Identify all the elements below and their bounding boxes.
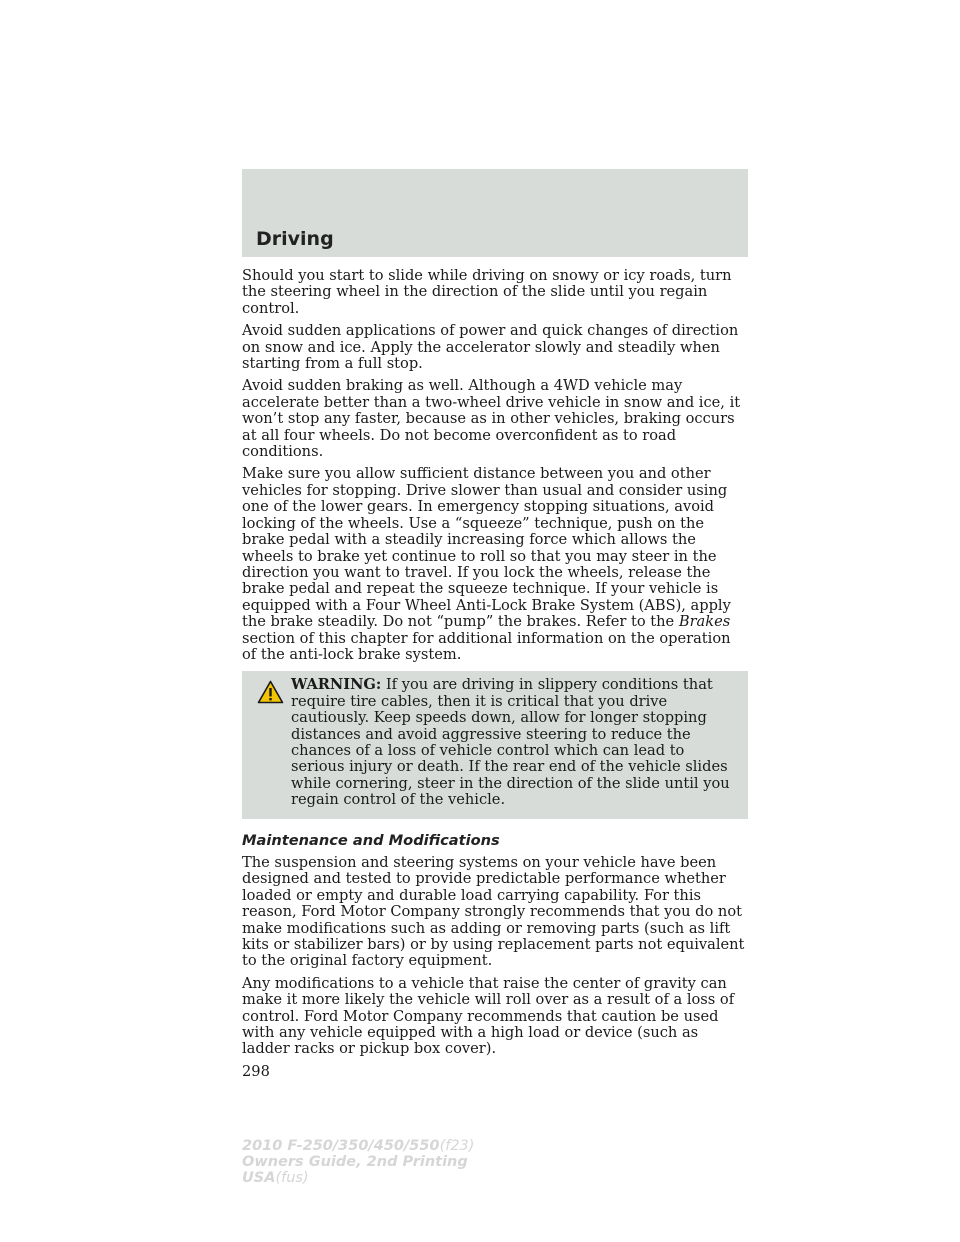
maintenance-heading: Maintenance and Modifications xyxy=(242,831,500,849)
paragraph-stopping-distance xyxy=(242,466,748,663)
page-content xyxy=(242,268,748,1080)
footer-market-line xyxy=(242,1170,474,1186)
paragraph-power: Avoid sudden applications of power and quick changes of direction on snow and ice. Apply the accelerator slowly and steadily when starting from a full stop. xyxy=(242,322,739,373)
paragraph-stopping-text: Make sure you allow sufficient distance between you and other vehicles for stopping. Drive slower than usual and consider using one of the lower gears. In emergency stopping situations, avoid locking of the wheels. Use a “squeeze” technique, push on the brake pedal with a steadily increasing force which allows the wheels to brake yet continue to roll so that you may steer in the direction you want to travel. If you lock the wheels, release the brake pedal and repeat the squeeze technique. If your vehicle is equipped with a Four Wheel Anti-Lock Brake System (ABS), apply the brake steadily. Do not “pump” the brakes. Refer to the xyxy=(242,465,731,631)
paragraph-braking-4wd: Avoid sudden braking as well. Although a 4WD vehicle may accelerate better than a two-wheel drive vehicle in snow and ice, it won’t stop any faster, because as in other vehicles, braking occurs at all four wheels. Do not become overconfident as to road conditions. xyxy=(242,377,741,461)
paragraph-stopping-text-end: section of this chapter for additional information on the operation of the anti-lock brake system. xyxy=(242,629,731,663)
section-title: Driving xyxy=(256,228,334,250)
brakes-section-reference: Brakes xyxy=(678,613,731,631)
paragraph-slide: Should you start to slide while driving on snowy or icy roads, turn the steering wheel in the direction of the slide until you regain control. xyxy=(242,267,732,317)
paragraph-modifications: Any modifications to a vehicle that raise the center of gravity can make it more likely the vehicle will roll over as a result of a loss of control. Ford Motor Company recommends that caution be used with any vehicle equipped with a high load or device (such as ladder racks or pickup box cover). xyxy=(242,974,735,1058)
warning-text: If you are driving in slippery conditions that require tire cables, then it is critical that you drive cautiously. Keep speeds down, allow for longer stopping distances and avoid aggressive steering to reduce the chances of a loss of vehicle control which can lead to serious injury or death. If the rear end of the vehicle slides while cornering, steer in the direction of the slide until you regain control of the vehicle. xyxy=(291,676,730,809)
footer-model-line xyxy=(242,1138,474,1154)
document-footer xyxy=(242,1138,474,1186)
footer-market-code: (fus) xyxy=(275,1170,309,1186)
paragraph-suspension: The suspension and steering systems on your vehicle have been designed and tested to provide predictable performance whether loaded or empty and durable load carrying capability. For this reason, Ford Motor Company strongly recommends that you do not make modifications such as adding or removing parts (such as lift kits or stabilizer bars) or by using replacement parts not equivalent to the original factory equipment. xyxy=(242,854,745,970)
footer-model: 2010 F-250/350/450/550 xyxy=(242,1138,440,1154)
warning-box xyxy=(242,671,748,818)
footer-printing: Owners Guide, 2nd Printing xyxy=(242,1154,468,1170)
warning-label: WARNING: xyxy=(291,676,382,694)
footer-model-code: (f23) xyxy=(439,1138,475,1154)
warning-text-block xyxy=(257,677,740,808)
page-number: 298 xyxy=(242,1062,270,1080)
warning-triangle-icon xyxy=(257,680,284,704)
footer-market: USA xyxy=(242,1170,276,1186)
